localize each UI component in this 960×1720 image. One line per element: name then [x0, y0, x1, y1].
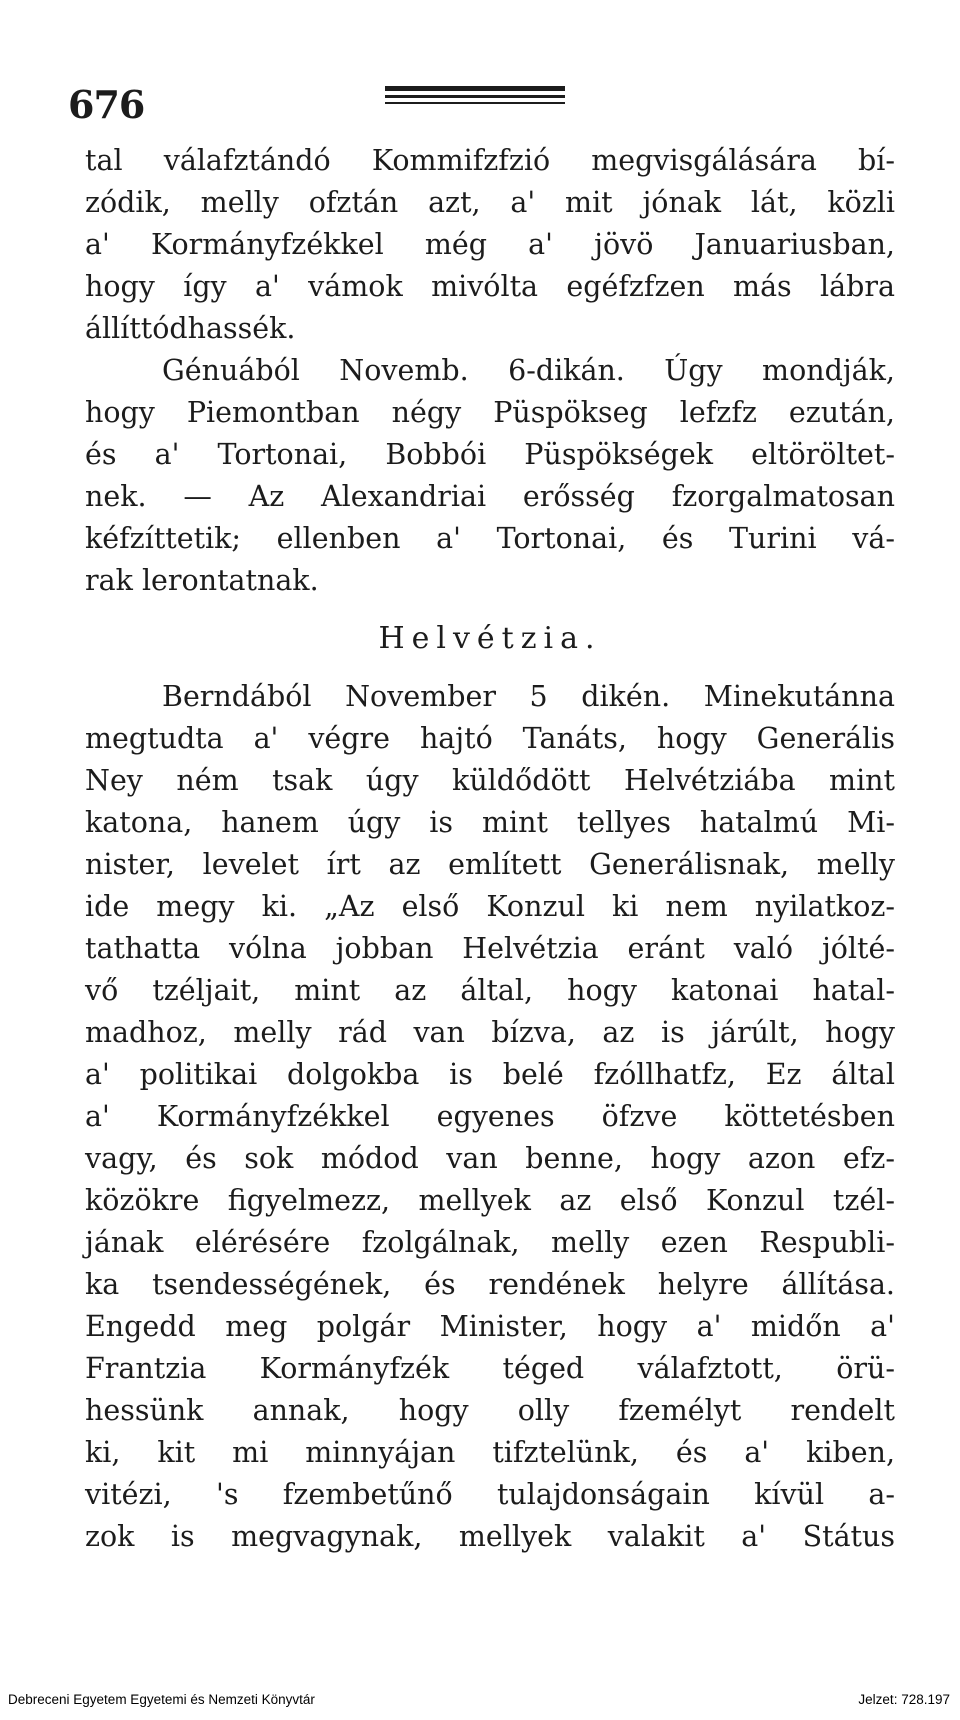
- text-line: ide megy ki. „Az első Konzul ki nem nyilatkoz-: [85, 890, 895, 923]
- page-number: 676: [68, 82, 145, 127]
- text-line: rak lerontatnak.: [85, 564, 319, 597]
- text-line: kéfzíttetik; ellenben a' Tortonai, és Turini vá-: [85, 522, 895, 555]
- text-line: jának elérésére fzolgálnak, melly ezen Respubli-: [85, 1226, 895, 1259]
- text-line: nister, levelet írt az említett Generálisnak, melly: [85, 848, 895, 881]
- text-line: a' politikai dolgokba is belé fzóllhatfz, Ez által: [85, 1058, 895, 1091]
- text-line: vő tzéljait, mint az által, hogy katonai hatal-: [85, 974, 895, 1007]
- text-line: hogy így a' vámok mivólta egéfzfzen más lábra: [85, 270, 895, 303]
- text-line: tathatta vólna jobban Helvétzia eránt való jólté-: [85, 932, 895, 965]
- text-line: a' Kormányfzékkel egyenes öfzve köttetésben: [85, 1100, 895, 1133]
- text-line: vitézi, 's fzembetűnő tulajdonságain kívül a-: [85, 1478, 895, 1511]
- text-line: megtudta a' végre hajtó Tanáts, hogy Generális: [85, 722, 895, 755]
- text-line: Berndából November 5 dikén. Minekutánna: [162, 680, 895, 713]
- library-credit: Debreceni Egyetem Egyetemi és Nemzeti Könyvtár: [8, 1692, 315, 1707]
- text-line: Génuából Novemb. 6-dikán. Úgy mondják,: [162, 354, 895, 387]
- text-line: zok is megvagynak, mellyek valakit a' Státus: [85, 1520, 895, 1553]
- text-line: a' Kormányfzékkel még a' jövö Januariusban,: [85, 228, 895, 261]
- call-number: Jelzet: 728.197: [858, 1692, 950, 1707]
- section-heading: Helvétzia.: [378, 621, 602, 656]
- text-line: nek. — Az Alexandriai erősség fzorgalmatosan: [85, 480, 895, 513]
- text-line: hessünk annak, hogy olly fzemélyt rendelt: [85, 1394, 895, 1427]
- text-line: vagy, és sok módod van benne, hogy azon efz-: [85, 1142, 895, 1175]
- header-rule: [385, 86, 565, 108]
- text-line: madhoz, melly rád van bízva, az is járúlt, hogy: [85, 1016, 895, 1049]
- text-line: zódik, melly ofztán azt, a' mit jónak lát, közli: [85, 186, 895, 219]
- text-line: Frantzia Kormányfzék téged válafztott, örü-: [85, 1352, 895, 1385]
- body-text: [85, 140, 895, 1558]
- text-line: Engedd meg polgár Minister, hogy a' midőn a': [85, 1310, 895, 1343]
- text-line: közökre figyelmezz, mellyek az első Konzul tzél-: [85, 1184, 895, 1217]
- text-line: ki, kit mi minnyájan tifztelünk, és a' kiben,: [85, 1436, 895, 1469]
- text-line: Ney ném tsak úgy küldődött Helvétziába mint: [85, 764, 895, 797]
- text-line: ka tsendességének, és rendének helyre állítása.: [85, 1268, 895, 1301]
- text-line: és a' Tortonai, Bobbói Püspökségek eltöröltet-: [85, 438, 895, 471]
- text-line: tal válafztándó Kommifzfzió megvisgálására bí-: [85, 144, 895, 177]
- text-line: hogy Piemontban négy Püspökseg lefzfz ezután,: [85, 396, 895, 429]
- text-line: állíttódhassék.: [85, 312, 296, 345]
- text-line: katona, hanem úgy is mint tellyes hatalmú Mi-: [85, 806, 895, 839]
